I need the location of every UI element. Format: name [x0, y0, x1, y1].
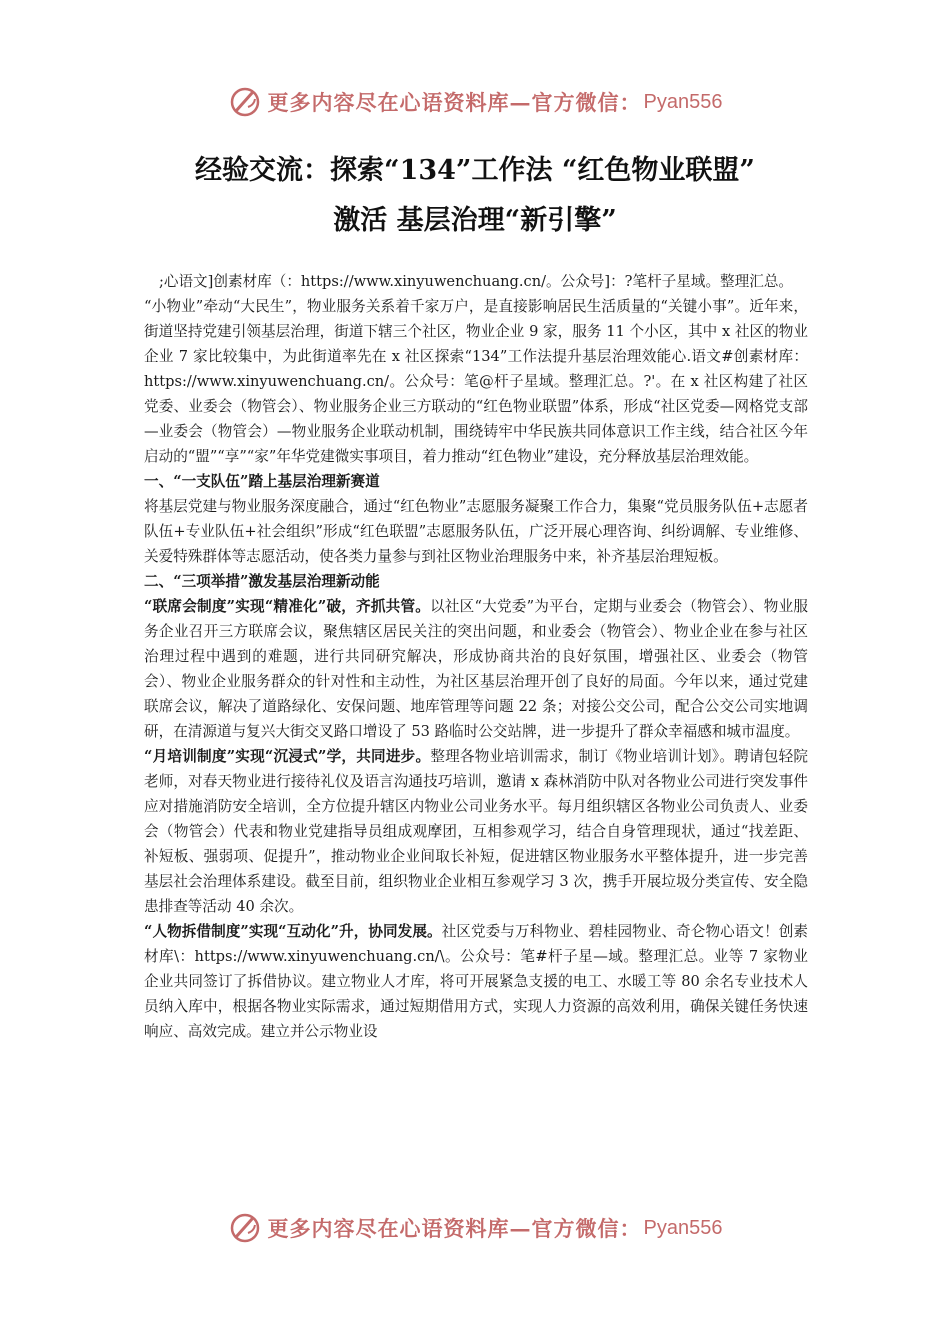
measure-2-body: 整理各物业培训需求，制订《物业培训计划》。聘请包轻院老师，对春天物业进行接待礼仪及语言沟通技巧培训，邀请 x 森林消防中队对各物业公司进行突发事件应对措施消防安全培训，全方位提升辖区内物业公司业务水平。每月组织辖区各物业公司负责人、业委会（物管会）代表和物业党建指导员组成观摩团，互相参观学习，结合自身管理现状，通过“找差距、补短板、强弱项、促提升”，推动物业企业间取长补短，促进辖区物业服务水平整体提升，进一步完善基层社会治理体系建设。截至目前，组织物业企业相互参观学习 3 次，携手开展垃圾分类宣传、安全隐患排查等活动 40 余次。	[144, 748, 808, 915]
brush-logo-icon	[228, 1211, 262, 1245]
document-title-line-1: 经验交流：探索“134”工作法 “红色物业联盟”	[195, 155, 755, 186]
measure-1-body: 以社区“大党委”为平台，定期与业委会（物管会）、物业服务企业召开三方联席会议，聚焦辖区居民关注的突出问题，和业委会（物管会）、物业企业在参与社区治理过程中遇到的难题，进行共同研究解决，形成协商共治的良好氛围，增强社区、业委会（物管会）、物业企业服务群众的针对性和主动性，为社区基层治理开创了良好的局面。今年以来，通过党建联席会议，解决了道路绿化、安保问题、地库管理等问题 22 条；对接公交公司，配合公交公司实地调研，在清源道与复兴大街交叉路口增设了 53 路临时公交站牌，进一步提升了群众幸福感和城市温度。	[144, 598, 808, 740]
watermark-wechat-id: Pyan556	[643, 1216, 723, 1239]
watermark-footer	[0, 1208, 950, 1248]
watermark-wechat-id: Pyan556	[643, 90, 723, 113]
measure-3-lead: “人物拆借制度”实现“互动化”升，协同发展。	[144, 923, 442, 940]
watermark-header	[0, 82, 950, 122]
document-body	[144, 269, 808, 1044]
measure-paragraph-2	[144, 744, 808, 919]
section-1-heading: 一、“一支队伍”踏上基层治理新赛道	[144, 473, 380, 490]
section-1-body: 将基层党建与物业服务深度融合，通过“红色物业”志愿服务凝聚工作合力，集聚“党员服务队伍+志愿者队伍+专业队伍+社会组织”形成“红色联盟”志愿服务队伍，广泛开展心理咨询、纠纷调解、专业维修、关爱特殊群体等志愿活动，使各类力量参与到社区物业治理服务中来，补齐基层治理短板。	[144, 498, 808, 565]
watermark-text: 更多内容尽在心语资料库—官方微信：	[267, 90, 642, 115]
measure-3-body: 社区党委与万科物业、碧桂园物业、奇仑物心语文！创素材库\：https://www.xinyuwenchuang.cn/\。公众号：笔#杆子星—域。整理汇总。业等 7 家物业企业共同签订了拆借协议。建立物业人才库，将可开展紧急支援的电工、水暖工等 80 余名专业技术人员纳入库中，根据各物业实际需求，通过短期借用方式，实现人力资源的高效利用，确保关键任务快速响应、高效完成。建立并公示物业设	[144, 923, 808, 1040]
source-line: ;心语文]创素材库（：https://www.xinyuwenchuang.cn/。公众号]：?笔杆子星域。整理汇总。	[158, 273, 794, 290]
measure-paragraph-3	[144, 919, 808, 1044]
intro-paragraph: “小物业”牵动“大民生”，物业服务关系着千家万户，是直接影响居民生活质量的“关键小事”。近年来，街道坚持党建引领基层治理，街道下辖三个社区，物业企业 9 家，服务 11 个小区，其中 x 社区的物业企业 7 家比较集中，为此街道率先在 x 社区探索“134”工作法提升基层治理效能心.语文#创素材库：https://www.xinyuwenchuang.cn/。公众号：笔@杆子星域。整理汇总。?'。在 x 社区构建了社区党委、业委会（物管会）、物业服务企业三方联动的“红色物业联盟”体系，形成“社区党委—网格党支部—业委会（物管会）—物业服务企业联动机制，围绕铸牢中华民族共同体意识工作主线，结合社区今年启动的“盟”“享”“家”年华党建微实事项目，着力推动“红色物业”建设，充分释放基层治理效能。	[144, 298, 808, 465]
watermark-text: 更多内容尽在心语资料库—官方微信：	[267, 1216, 642, 1241]
brush-logo-icon	[228, 85, 262, 119]
section-2-heading: 二、“三项举措”激发基层治理新动能	[144, 573, 380, 590]
measure-1-lead: “联席会制度”实现“精准化”破，齐抓共管。	[144, 598, 431, 615]
measure-2-lead: “月培训制度”实现“沉浸式”学，共同进步。	[144, 748, 431, 765]
document-title-line-2: 激活 基层治理“新引擎”	[333, 205, 617, 236]
measure-paragraph-1	[144, 594, 808, 744]
